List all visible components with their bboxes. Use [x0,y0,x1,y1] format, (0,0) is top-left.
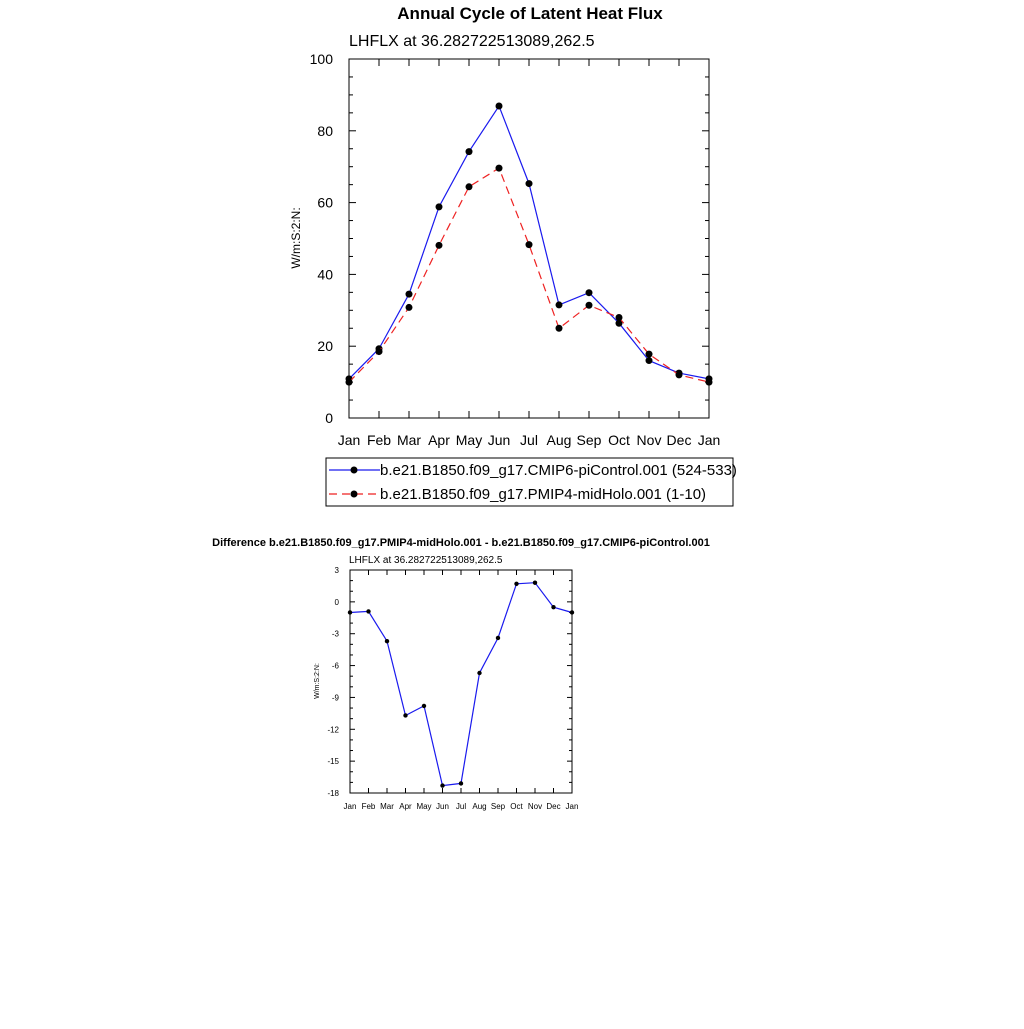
diff-series-line-0 [350,583,572,786]
main-series-0-point [466,148,473,155]
main-series-1-point [436,242,443,249]
diff-series-0-point [440,783,444,787]
main-ytick-label: 40 [317,266,333,283]
main-chart-subtitle: LHFLX at 36.282722513089,262.5 [349,33,595,50]
main-series-1-point [586,302,593,309]
legend-label-midholo: b.e21.B1850.f09_g17.PMIP4-midHolo.001 (1-10) [380,486,707,503]
main-legend [326,458,737,506]
main-series-1-point [616,314,623,321]
diff-xtick-label: May [416,802,432,811]
main-series-1-point [526,241,533,248]
diff-series-0-point [348,610,352,614]
diff-series-0-point [570,610,574,614]
diff-series-0-point [385,639,389,643]
diff-series-0-point [403,713,407,717]
diff-ytick-label: -9 [331,693,339,703]
main-xtick-label: Sep [576,432,602,448]
diff-xtick-label: Jan [565,802,579,811]
diff-xtick-label: Oct [510,802,523,811]
main-series-0-point [526,180,533,187]
main-xtick-label: Mar [396,432,422,448]
main-ytick-label: 60 [317,194,333,211]
main-series-0-point [436,203,443,210]
main-xtick-label: Jul [520,432,538,448]
diff-ytick-label: 3 [334,566,339,575]
diff-ytick-label: -15 [327,757,339,767]
main-xtick-label: May [455,432,483,448]
main-plot-frame [349,59,709,418]
diff-plot-frame [350,570,572,793]
diff-xtick-label: Sep [490,802,506,811]
diff-xtick-label: Jun [436,802,449,811]
main-series-1-point [496,165,503,172]
main-series-1-point [556,325,563,332]
diff-y-axis-label: W/m:S:2:N: [314,663,321,699]
main-xtick-label: Aug [546,432,572,448]
main-series-1-point [406,304,413,311]
diff-xtick-label: Feb [361,802,376,811]
main-series-0-point [646,357,653,364]
diff-series-0-point [551,605,555,609]
main-series-0-point [556,301,563,308]
diff-xtick-label: Aug [472,802,487,811]
main-xtick-label: Jan [337,432,361,448]
main-series-1-point [466,183,473,190]
main-xtick-label: Jan [697,432,721,448]
main-series-0-point [586,289,593,296]
diff-series-0-point [533,581,537,585]
main-xtick-label: Oct [608,432,630,448]
diff-xtick-label: Nov [527,802,543,811]
legend-marker-control [351,467,358,474]
main-series-line-1 [349,168,709,382]
diff-chart-title: Difference b.e21.B1850.f09_g17.PMIP4-midHolo.001 - b.e21.B1850.f09_g17.CMIP6-piControl.001 [212,537,710,549]
diff-xtick-label: Apr [399,802,412,811]
diff-chart-subtitle: LHFLX at 36.282722513089,262.5 [349,555,503,566]
main-xtick-label: Feb [366,432,392,448]
main-series-1-point [676,371,683,378]
diff-xtick-label: Mar [380,802,394,811]
legend-label-control: b.e21.B1850.f09_g17.CMIP6-piControl.001 (524-533) [380,462,737,479]
diff-ytick-label: -3 [331,629,339,639]
diff-ytick-label: -18 [327,789,339,798]
diff-chart [327,566,578,811]
diff-series-0-point [422,704,426,708]
diff-ytick-label: -6 [331,661,339,671]
diff-ytick-label: 0 [334,597,339,607]
main-ytick-label: 0 [325,410,333,426]
main-chart-title: Annual Cycle of Latent Heat Flux [397,4,663,23]
diff-series-0-point [496,636,500,640]
main-ytick-label: 80 [317,122,333,139]
main-xtick-label: Dec [666,432,692,448]
main-xtick-label: Apr [428,432,450,448]
main-xtick-label: Jun [487,432,511,448]
main-ytick-label: 100 [309,51,333,67]
diff-xtick-label: Jan [343,802,357,811]
diff-series-0-point [366,609,370,613]
main-series-1-point [346,379,353,386]
main-series-1-point [646,351,653,358]
main-y-axis-label: W/m:S:2:N: [289,207,303,269]
diff-series-0-point [477,671,481,675]
main-series-1-point [706,379,713,386]
main-ytick-label: 20 [317,338,333,355]
legend-marker-midholo [351,491,358,498]
main-xtick-label: Nov [636,432,662,448]
diff-xtick-label: Dec [546,802,561,811]
main-series-0-point [406,291,413,298]
diff-ytick-label: -12 [327,725,339,735]
diff-series-0-point [459,781,463,785]
main-series-0-point [496,103,503,110]
diff-xtick-label: Jul [455,802,467,811]
main-chart [310,51,721,448]
main-series-1-point [376,348,383,355]
diff-series-0-point [514,582,518,586]
